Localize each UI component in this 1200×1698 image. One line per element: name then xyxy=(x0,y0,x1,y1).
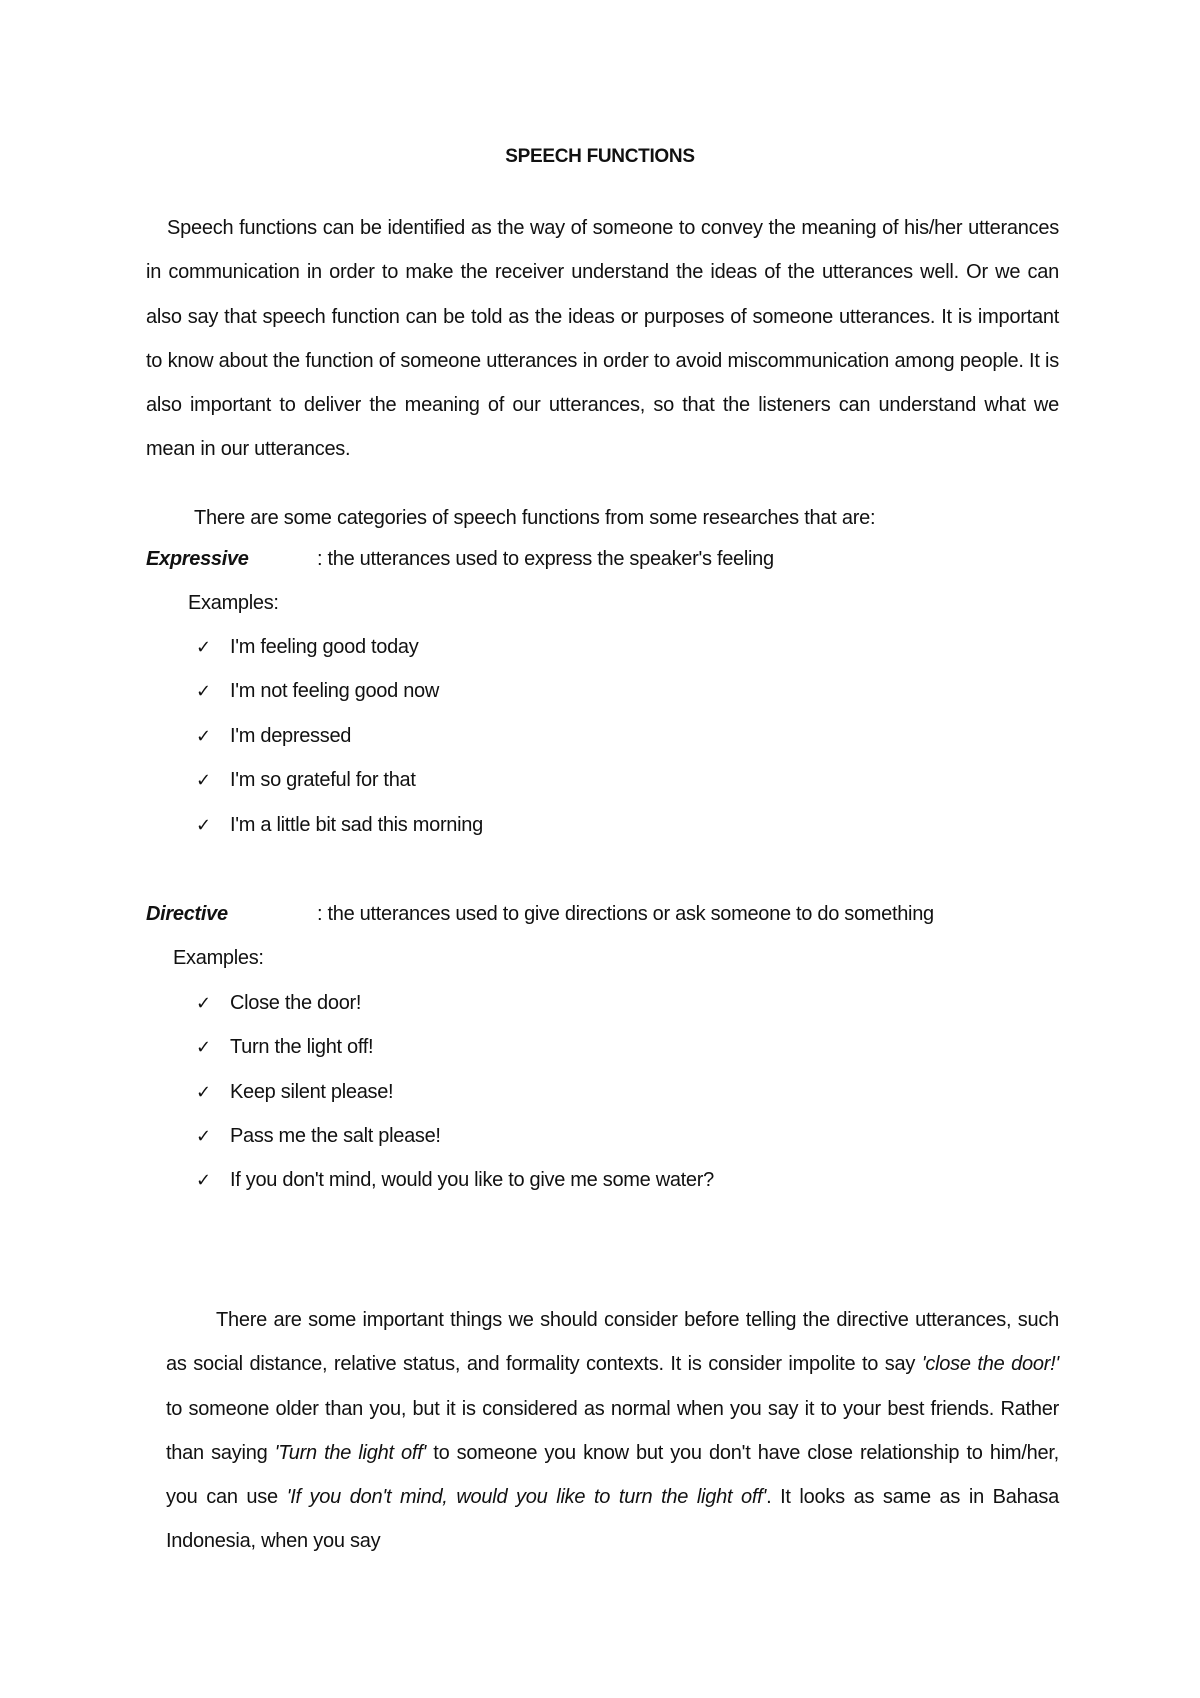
check-icon: ✓ xyxy=(196,1082,211,1102)
categories-intro: There are some categories of speech functions from some researches that are: xyxy=(194,507,876,529)
check-icon: ✓ xyxy=(196,681,211,701)
list-item: ✓ Turn the light off! xyxy=(196,1036,374,1058)
examples-label: Examples: xyxy=(188,592,279,614)
category-term: Expressive xyxy=(146,548,249,570)
list-item: ✓ I'm depressed xyxy=(196,725,352,747)
list-item: ✓ Pass me the salt please! xyxy=(196,1125,441,1147)
quote-turn-the-light-off: 'Turn the light off' xyxy=(274,1441,427,1464)
check-icon: ✓ xyxy=(196,770,211,790)
list-item: ✓ Keep silent please! xyxy=(196,1081,394,1103)
check-icon: ✓ xyxy=(196,993,211,1013)
category-definition: : the utterances used to express the speaker's feeling xyxy=(317,548,774,570)
check-icon: ✓ xyxy=(196,1170,211,1190)
check-icon: ✓ xyxy=(196,815,211,835)
quote-close-the-door: 'close the door!' xyxy=(921,1353,1059,1376)
list-item: ✓ I'm so grateful for that xyxy=(196,769,416,791)
list-item: ✓ Close the door! xyxy=(196,992,362,1014)
category-directive xyxy=(146,901,228,927)
list-item: ✓ I'm a little bit sad this morning xyxy=(196,814,483,836)
check-icon: ✓ xyxy=(196,1037,211,1057)
check-icon: ✓ xyxy=(196,1126,211,1146)
category-expressive xyxy=(146,546,249,572)
list-item: ✓ If you don't mind, would you like to give me some water? xyxy=(196,1169,714,1191)
check-icon: ✓ xyxy=(196,726,211,746)
list-item: ✓ I'm not feeling good now xyxy=(196,680,439,702)
intro-paragraph: Speech functions can be identified as the way of someone to convey the meaning of his/her utterances in communication in order to make the receiver understand the ideas of the utterances well. Or we can also say that speech function can be told as the ideas or purposes of someone utterances. It is important to know about the function of someone utterances in order to avoid miscommunication among people. It is also important to deliver the meaning of our utterances, so that the listeners can understand what we mean in our utterances. xyxy=(146,217,1059,461)
quote-if-you-dont-mind: 'If you don't mind, would you like to turn the light off' xyxy=(286,1486,767,1509)
list-item: ✓ I'm feeling good today xyxy=(196,636,419,658)
check-icon: ✓ xyxy=(196,637,211,657)
page-title: SPEECH FUNCTIONS xyxy=(505,146,695,167)
examples-label: Examples: xyxy=(173,947,264,969)
closing-paragraph: There are some important things we should consider before telling the directive utterances, such as social distance, relative status, and formality contexts. It is consider impolite to say 'close the door!' to someone older than you, but it is considered as normal when you say it to your best friends. Rather than saying 'Turn the light off' to someone you know but you don't have close relationship to him/her, you can use 'If you don't mind, would you like to turn the light off'. It looks as same as in Bahasa Indonesia, when you say xyxy=(166,1309,1059,1553)
category-term: Directive xyxy=(146,903,228,925)
category-definition: : the utterances used to give directions or ask someone to do something xyxy=(317,903,934,925)
